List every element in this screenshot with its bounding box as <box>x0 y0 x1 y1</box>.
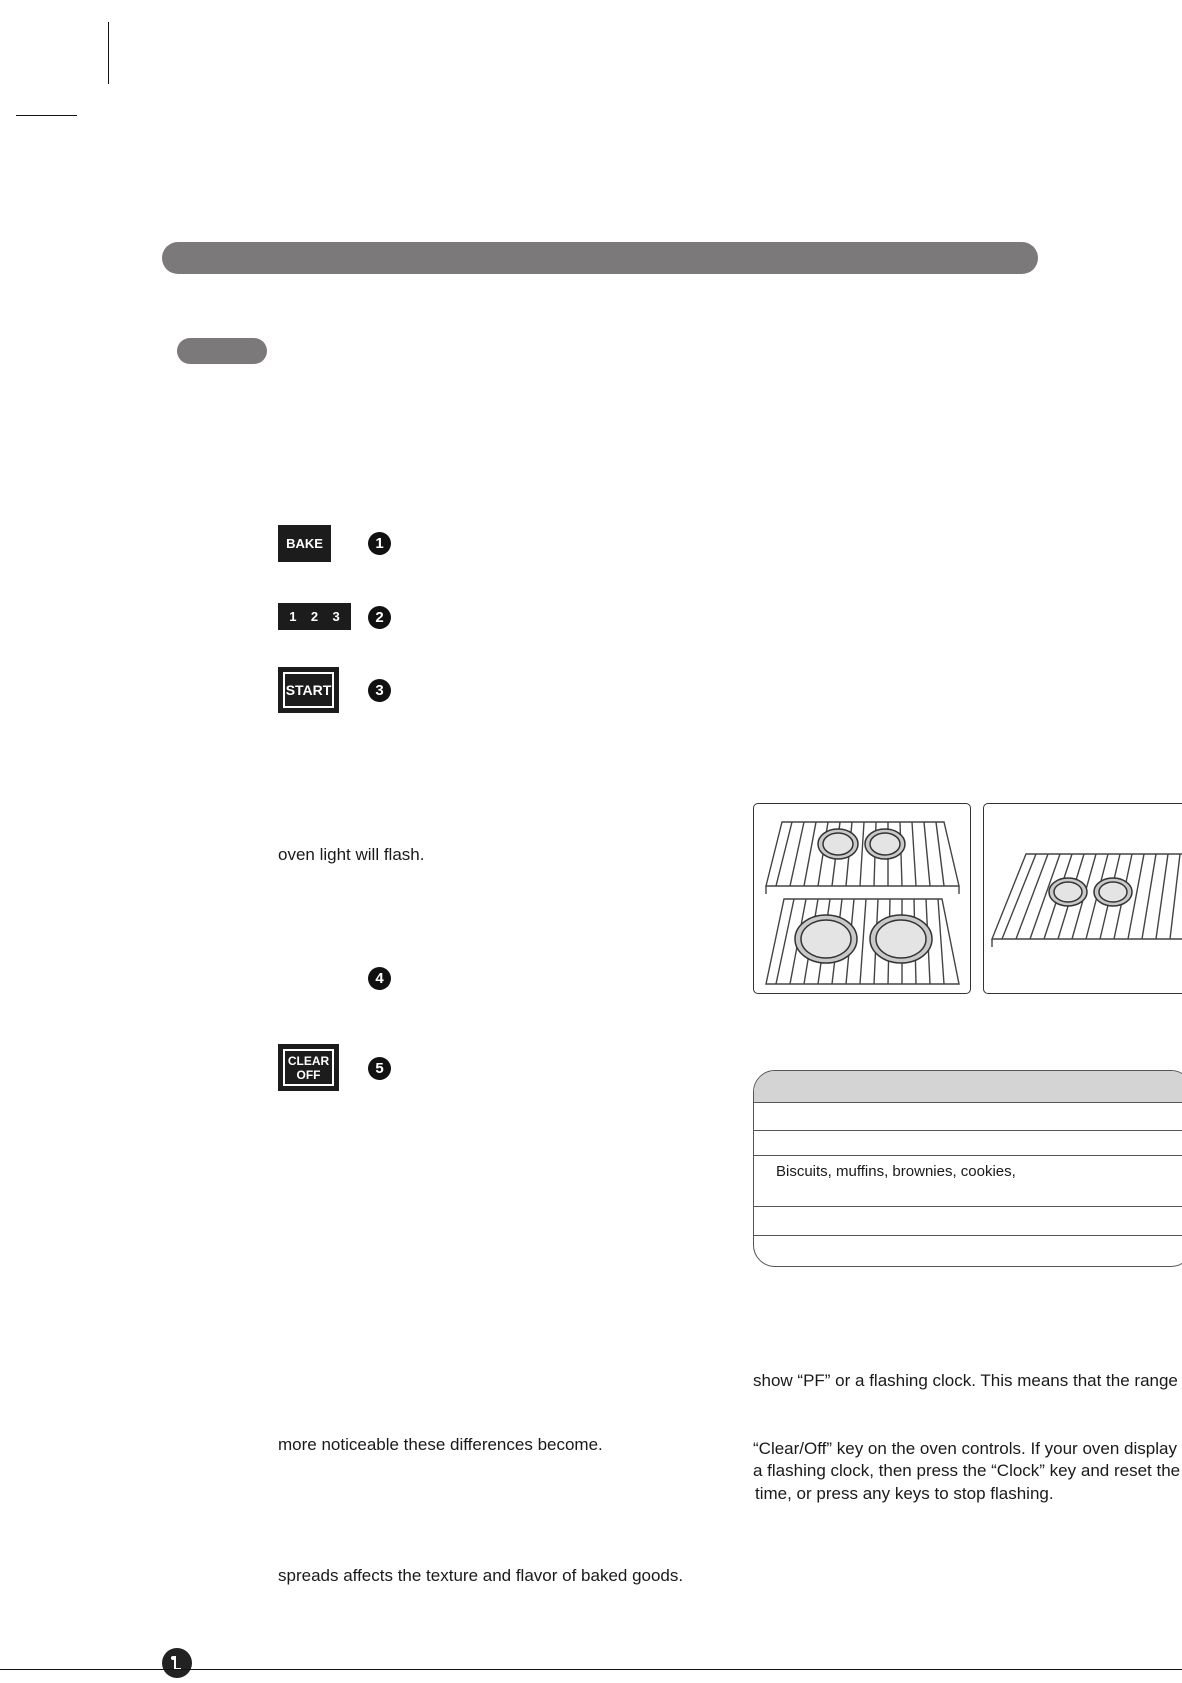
table-row-divider <box>754 1130 1182 1131</box>
crop-mark-vertical <box>108 22 109 84</box>
start-key <box>278 667 339 713</box>
number-key-3: 3 <box>332 609 340 624</box>
number-key-2: 2 <box>310 609 319 624</box>
two-rack-image <box>754 804 971 994</box>
oven-light-text: oven light will flash. <box>278 845 425 864</box>
power-fail-text-4: time, or press any keys to stop flashing. <box>755 1484 1054 1503</box>
differences-text: more noticeable these differences become. <box>278 1435 603 1454</box>
start-key-label: START <box>283 672 334 708</box>
table-cell: Biscuits, muffins, brownies, cookies, <box>776 1163 1016 1180</box>
power-fail-text-2: “Clear/Off” key on the oven controls. If your oven display <box>753 1439 1177 1458</box>
two-rack-illustration <box>753 803 971 994</box>
spreads-text: spreads affects the texture and flavor of baked goods. <box>278 1566 684 1585</box>
table-row-divider <box>754 1155 1182 1156</box>
clear-key-line1: CLEAR <box>287 1053 330 1068</box>
clear-key-line2: OFF <box>296 1067 321 1082</box>
step-2-icon: 2 <box>368 606 391 629</box>
subsection-pill <box>177 338 267 364</box>
power-fail-text-3: a flashing clock, then press the “Clock” key and reset the <box>753 1461 1181 1480</box>
baking-table <box>753 1070 1182 1267</box>
step-5-icon: 5 <box>368 1057 391 1080</box>
lg-logo-icon <box>162 1648 192 1678</box>
step-3-icon: 3 <box>368 679 391 702</box>
number-keys <box>278 603 351 630</box>
table-row-divider <box>754 1206 1182 1207</box>
section-header-bar <box>162 242 1038 274</box>
single-rack-image <box>984 804 1182 994</box>
table-header <box>754 1071 1182 1103</box>
step-4-icon: 4 <box>368 967 391 990</box>
single-rack-illustration <box>983 803 1182 994</box>
power-fail-text-1: show “PF” or a flashing clock. This means that the range <box>753 1371 1178 1390</box>
step-1-icon: 1 <box>368 532 391 555</box>
number-key-1: 1 <box>289 609 297 624</box>
table-row-divider <box>754 1235 1182 1236</box>
clear-off-key <box>278 1044 339 1091</box>
crop-mark-horizontal <box>16 115 77 116</box>
bake-key: BAKE <box>278 525 331 562</box>
